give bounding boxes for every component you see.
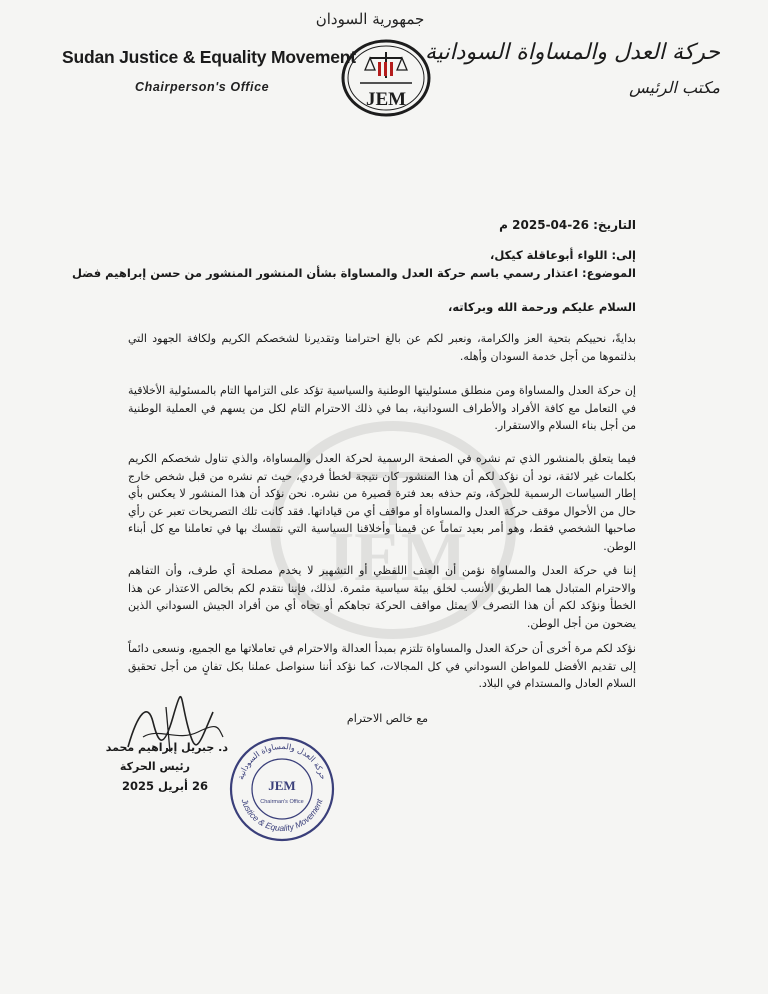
svg-text:Justice & Equality Movement: Justice & Equality Movement — [239, 797, 325, 834]
letter-recipient: إلى: اللواء أبوعاقلة كيكل، — [489, 248, 636, 262]
letter-paragraph: نؤكد لكم مرة أخرى أن حركة العدل والمساواة تلتزم بمبدأ العدالة والاحترام في تعاملاتها مع الجميع، ونسعى دائماً إلى تقديم الأفضل للمواطن السوداني في كل المجالات، كما نؤكد أننا سنواصل عملنا بكل تفانٍ من أجل تحقيق السلام العادل والمستدام في البلاد. — [128, 642, 636, 690]
jem-logo — [340, 38, 432, 118]
svg-text:JEM: JEM — [268, 778, 296, 793]
letter-greeting: السلام عليكم ورحمة الله وبركاته، — [447, 300, 636, 314]
letter-paragraph: إن حركة العدل والمساواة ومن منطلق مسئوليتها الوطنية والسياسية تؤكد على التزامها التام بالمسئولية الأخلاقية في التعامل مع كافة الأفراد والأطراف السودانية، بما في ذلك الاحترام التام لكل من يسهم في العملية الوطنية من أجل بناء السلام والاستقرار. — [128, 384, 636, 432]
org-name-en: Sudan Justice & Equality Movement — [62, 47, 356, 67]
signature-date: 26 أبريل 2025 — [121, 779, 208, 793]
svg-text:Chairman's Office: Chairman's Office — [260, 799, 304, 805]
office-name-ar: مكتب الرئيس — [629, 78, 720, 97]
office-name-en: Chairperson's Office — [135, 80, 270, 94]
letter-paragraph: فيما يتعلق بالمنشور الذي تم نشره في الصفحة الرسمية لحركة العدل والمساواة، والذي تناول شخصكم الكريم بكلمات غير لائقة، نود أن نؤكد لكم أن هذا المنشور كان نتيجة لخطأ فردي، حيث تم نشره من قبل شخص خارج إطار السياسات الرسمية للحركة، وتم حذفه بعد فترة قصيرة من نشره. نحن نؤكد أن هذا المنشور لا يعكس بأي حال من الأحوال موقف حركة العدل والمساواة أو مواقف أي من قياداتها. فقد كانت تلك التصريحات تعبر عن رأي صاحبها الشخصي فقط، وهو أمر بعيد تماماً عن قيمنا وأخلاقنا السياسية التي نتمسك بها في تعاملنا مع كل أبناء الوطن. — [128, 452, 636, 553]
svg-text:حركة العدل والمساواة السودانية: حركة العدل والمساواة السودانية — [236, 741, 328, 781]
signatory-name: د. جبريل إبراهيم محمد — [105, 741, 228, 754]
signatory-role: رئيس الحركة — [119, 760, 190, 773]
svg-text:JEM: JEM — [365, 89, 407, 110]
official-stamp — [228, 735, 336, 843]
org-name-ar: حركة العدل والمساواة السودانية — [425, 40, 720, 65]
letter-date: التاريخ: 26-04-2025 م — [499, 218, 636, 232]
letter-closing: مع خالص الاحترام — [346, 712, 428, 725]
letter-paragraph: إننا في حركة العدل والمساواة نؤمن أن العنف اللفظي أو التشهير لا يخدم مصلحة أي طرف، وأن التفاهم والاحترام المتبادل هما الطريق الأنسب لخلق بيئة سياسية مثمرة. لذلك، فإننا نتقدم لكم بخالص الاعتذار عن هذا الخطأ ونؤكد لكم أن هذا التصرف لا يمثل مواقف الحركة تجاهكم أو تجاه أي من أفراد الجيش السوداني الذين يضحون من أجل الوطن. — [128, 564, 636, 630]
letter-paragraph: بدايةً، نحييكم بتحية العز والكرامة، ونعبر لكم عن بالغ احترامنا وتقديرنا لشخصكم الكريم ولكافة الجهود التي بذلتموها من أجل خدمة السودان وأهله. — [128, 332, 636, 363]
republic-header-ar: جمهورية السودان — [315, 10, 425, 28]
svg-text:JEM: JEM — [319, 519, 467, 596]
letter-subject: الموضوع: اعتذار رسمي باسم حركة العدل والمساواة بشأن المنشور المنشور من حسن إبراهيم فضل — [72, 266, 636, 280]
